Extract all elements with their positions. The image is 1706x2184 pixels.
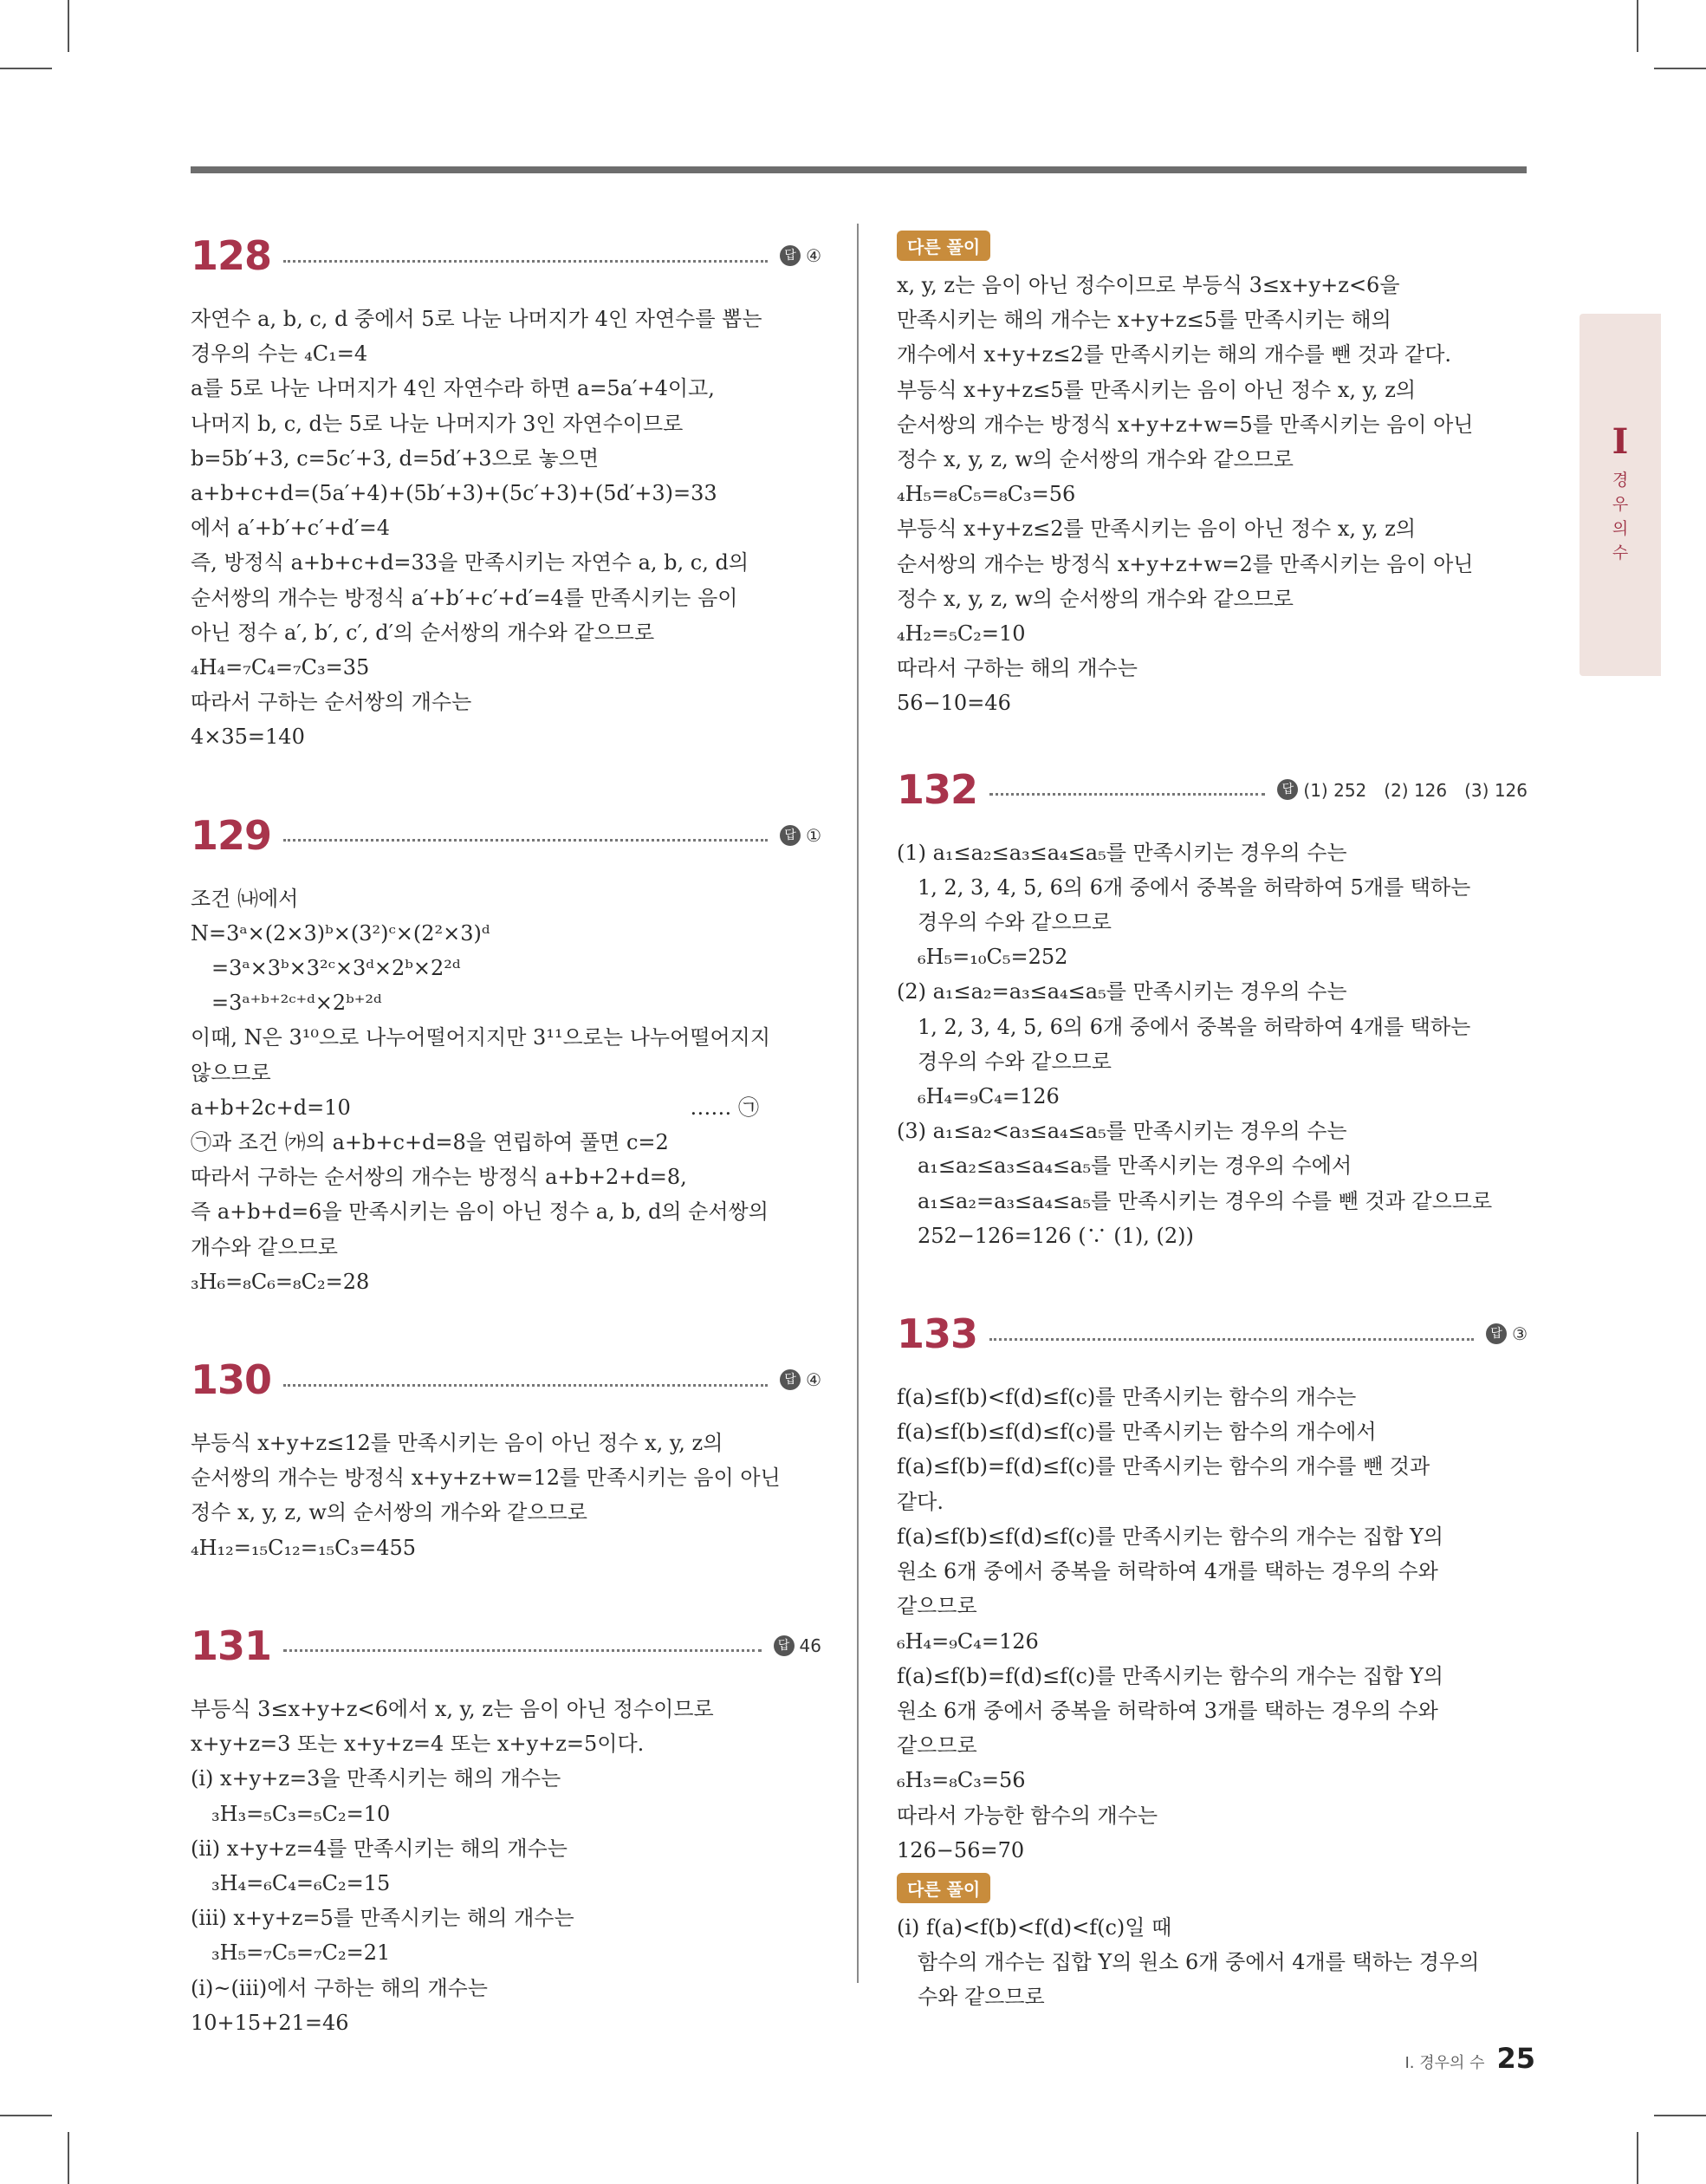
solution-line: f(a)≤f(b)≤f(d)≤f(c)를 만족시키는 함수의 개수에서	[897, 1420, 1377, 1445]
solution-line: f(a)≤f(b)≤f(d)≤f(c)를 만족시키는 함수의 개수는 집합 Y의	[897, 1524, 1443, 1549]
leader-dots	[989, 1338, 1474, 1341]
problem-128	[191, 225, 821, 755]
solution-line: 조건 ㈏에서	[191, 886, 299, 911]
solution-line: ₄H₂=₅C₂=10	[897, 621, 1026, 647]
leader-dots	[989, 793, 1265, 796]
answer-mark-icon: 답	[1486, 1323, 1507, 1344]
problem-header	[191, 1349, 821, 1410]
problem-129	[191, 805, 821, 1299]
chapter-vertical-title	[1580, 468, 1661, 565]
solution-line: (ⅲ) x+y+z=5를 만족시키는 해의 개수는	[191, 1906, 574, 1931]
solution-line: 56−10=46	[897, 691, 1011, 716]
solution-line: ₃H₆=₈C₆=₈C₂=28	[191, 1269, 370, 1294]
leader-dots	[283, 839, 768, 842]
solution-line: 원소 6개 중에서 중복을 허락하여 4개를 택하는 경우의 수와	[897, 1559, 1438, 1584]
solution-line: 같으므로	[897, 1594, 977, 1619]
solution-line: 부등식 x+y+z≤2를 만족시키는 음이 아닌 정수 x, y, z의	[897, 517, 1417, 542]
right-column	[897, 225, 1528, 2065]
solution-line: 순서쌍의 개수는 방정식 x+y+z+w=2를 만족시키는 음이 아닌	[897, 551, 1474, 576]
solution-line: a를 5로 나눈 나머지가 4인 자연수라 하면 a=5a′+4이고,	[191, 376, 715, 401]
crop-mark	[1654, 2115, 1706, 2116]
header-rule	[191, 166, 1527, 173]
solution-line: ₆H₃=₈C₃=56	[897, 1768, 1026, 1793]
chapter-side-tab	[1580, 314, 1661, 676]
problem-header	[191, 805, 821, 866]
answer-mark-icon: 답	[1277, 779, 1298, 800]
answer	[1277, 777, 1528, 802]
crop-mark	[1637, 2132, 1638, 2184]
solution-line: (ⅱ) x+y+z=4를 만족시키는 해의 개수는	[191, 1836, 568, 1861]
solution-line: 만족시키는 해의 개수는 x+y+z≤5를 만족시키는 해의	[897, 308, 1391, 333]
solution-line: =3ᵃ×3ᵇ×3²ᶜ×3ᵈ×2ᵇ×2²ᵈ	[191, 956, 461, 981]
solution-line: =3ᵃ⁺ᵇ⁺²ᶜ⁺ᵈ×2ᵇ⁺²ᵈ	[191, 991, 382, 1016]
leader-dots	[283, 1649, 762, 1652]
solution-line: 따라서 구하는 순서쌍의 개수는	[191, 690, 472, 715]
answer-value: ④	[806, 1369, 821, 1391]
solution-line: 252−126=126 (∵ (1), (2))	[897, 1223, 1194, 1248]
solution-line: ₄H₄=₇C₄=₇C₃=35	[191, 655, 370, 680]
solution-line: N=3ᵃ×(2×3)ᵇ×(3²)ᶜ×(2²×3)ᵈ	[191, 920, 490, 946]
answer	[780, 825, 821, 846]
alternative-solution-131	[897, 225, 1528, 721]
solution-line: 따라서 가능한 함수의 개수는	[897, 1803, 1158, 1828]
solution-line: ₃H₃=₅C₃=₅C₂=10	[191, 1801, 391, 1826]
solution-line: 개수에서 x+y+z≤2를 만족시키는 해의 개수를 뺀 것과 같다.	[897, 342, 1452, 367]
solution-line: 정수 x, y, z, w의 순서쌍의 개수와 같으므로	[897, 447, 1294, 472]
problem-number: 132	[897, 765, 978, 813]
answer-mark-icon: 답	[774, 1635, 795, 1656]
crop-mark	[68, 0, 69, 52]
chapter-title-char: 의	[1612, 519, 1629, 538]
alt-solution-label: 다른 풀이	[897, 231, 990, 261]
solution-line: 함수의 개수는 집합 Y의 원소 6개 중에서 4개를 택하는 경우의	[897, 1950, 1480, 1975]
solution-line: 따라서 구하는 순서쌍의 개수는 방정식 a+b+2+d=8,	[191, 1165, 687, 1190]
problem-header	[897, 1303, 1528, 1364]
solution-line: ₆H₅=₁₀C₅=252	[897, 945, 1068, 970]
solution-line: 경우의 수는 ₄C₁=4	[191, 341, 368, 367]
alt-solution-label: 다른 풀이	[897, 1873, 990, 1903]
answer	[780, 1369, 821, 1390]
solution-line: (ⅰ) f(a)<f(b)<f(d)<f(c)일 때	[897, 1914, 1172, 1940]
crop-mark	[1654, 68, 1706, 69]
solution-line: 원소 6개 중에서 중복을 허락하여 3개를 택하는 경우의 수와	[897, 1698, 1438, 1723]
solution-line: 수와 같으므로	[897, 1985, 1045, 2010]
answer	[780, 245, 821, 266]
solution-line: 나머지 b, c, d는 5로 나눈 나머지가 3인 자연수이므로	[191, 411, 684, 436]
problem-header	[191, 225, 821, 286]
solution-line: 순서쌍의 개수는 방정식 x+y+z+w=5를 만족시키는 음이 아닌	[897, 412, 1474, 437]
problem-header	[191, 1615, 821, 1676]
solution-line: a₁≤a₂=a₃≤a₄≤a₅를 만족시키는 경우의 수를 뺀 것과 같으므로	[897, 1188, 1493, 1213]
solution-line: ₆H₄=₉C₄=126	[897, 1084, 1060, 1109]
problem-number: 128	[191, 232, 272, 279]
answer-mark-icon: 답	[780, 1369, 801, 1390]
solution-line: 아닌 정수 a′, b′, c′, d′의 순서쌍의 개수와 같으므로	[191, 620, 655, 645]
answer-value: ①	[806, 824, 821, 846]
solution-line: 않으므로	[191, 1060, 271, 1085]
solution-line: f(a)≤f(b)=f(d)≤f(c)를 만족시키는 함수의 개수를 뺀 것과	[897, 1454, 1430, 1479]
solution-line: 즉 a+b+d=6을 만족시키는 음이 아닌 정수 a, b, d의 순서쌍의	[191, 1199, 769, 1225]
answer-mark-icon: 답	[780, 245, 801, 266]
solution-line: x, y, z는 음이 아닌 정수이므로 부등식 3≤x+y+z<6을	[897, 273, 1400, 297]
column-divider	[857, 224, 859, 1983]
problem-header	[897, 759, 1528, 820]
chapter-title-char: 경	[1612, 471, 1629, 490]
crop-mark	[1637, 0, 1638, 52]
solution-line: a+b+c+d=(5a′+4)+(5b′+3)+(5c′+3)+(5d′+3)=33	[191, 481, 717, 506]
solution-line: ₄H₅=₈C₅=₈C₃=56	[897, 482, 1076, 507]
solution-line: a₁≤a₂≤a₃≤a₄≤a₅를 만족시키는 경우의 수에서	[897, 1154, 1352, 1179]
solution-line: 같으므로	[897, 1733, 977, 1758]
solution-line: a+b+2c+d=10 …… ㉠	[191, 1095, 759, 1120]
solution-line: 자연수 a, b, c, d 중에서 5로 나눈 나머지가 4인 자연수를 뽑는	[191, 307, 762, 331]
solution-line: 10+15+21=46	[191, 2010, 349, 2035]
crop-mark	[68, 2132, 69, 2184]
solution-line: ₃H₄=₆C₄=₆C₂=15	[191, 1870, 391, 1895]
solution-line: b=5b′+3, c=5c′+3, d=5d′+3으로 놓으면	[191, 445, 600, 471]
problem-number: 130	[191, 1356, 272, 1404]
crop-mark	[0, 2115, 52, 2116]
solution-line: ㉠과 조건 ㈎의 a+b+c+d=8을 연립하여 풀면 c=2	[191, 1130, 669, 1155]
solution-line: 경우의 수와 같으므로	[897, 1049, 1112, 1074]
solution-line: 따라서 구하는 해의 개수는	[897, 656, 1138, 681]
solution-line: 같다.	[897, 1489, 944, 1514]
solution-line: (1) a₁≤a₂≤a₃≤a₄≤a₅를 만족시키는 경우의 수는	[897, 840, 1347, 865]
solution-line: (2) a₁≤a₂=a₃≤a₄≤a₅를 만족시키는 경우의 수는	[897, 979, 1347, 1004]
page-footer	[1404, 2042, 1535, 2075]
solution-line: f(a)≤f(b)<f(d)≤f(c)를 만족시키는 함수의 개수는	[897, 1385, 1357, 1410]
solution-line: 개수와 같으므로	[191, 1234, 338, 1259]
answer-value: ③	[1512, 1323, 1528, 1345]
solution-line: 정수 x, y, z, w의 순서쌍의 개수와 같으므로	[897, 586, 1294, 611]
problem-number: 133	[897, 1310, 978, 1358]
solution-line: 126−56=70	[897, 1837, 1025, 1862]
solution-line: 부등식 3≤x+y+z<6에서 x, y, z는 음이 아닌 정수이므로	[191, 1696, 714, 1721]
solution-line: 4×35=140	[191, 725, 305, 750]
answer-value: ④	[806, 245, 821, 266]
solution-line: 에서 a′+b′+c′+d′=4	[191, 516, 390, 541]
answer	[774, 1635, 821, 1656]
solution-line: ₃H₅=₇C₅=₇C₂=21	[191, 1940, 391, 1966]
answer-mark-icon: 답	[780, 825, 801, 846]
solution-line: f(a)≤f(b)=f(d)≤f(c)를 만족시키는 함수의 개수는 집합 Y의	[897, 1663, 1443, 1688]
solution-line: 이때, N은 3¹⁰으로 나누어떨어지지만 3¹¹으로는 나누어떨어지지	[191, 1025, 771, 1050]
answer-value: (1) 252 (2) 126 (3) 126	[1303, 780, 1528, 802]
leader-dots	[283, 260, 768, 263]
solution-line: x+y+z=3 또는 x+y+z=4 또는 x+y+z=5이다.	[191, 1732, 645, 1757]
problem-133	[897, 1303, 1528, 2014]
chapter-title-char: 수	[1612, 543, 1629, 562]
answer	[1486, 1323, 1528, 1344]
leader-dots	[283, 1384, 768, 1387]
problem-131	[191, 1615, 821, 2040]
problem-number: 129	[191, 811, 272, 859]
problem-130	[191, 1349, 821, 1565]
crop-mark	[0, 68, 52, 69]
solution-line: 순서쌍의 개수는 방정식 a′+b′+c′+d′=4를 만족시키는 음이	[191, 585, 738, 610]
solution-line: 경우의 수와 같으므로	[897, 910, 1112, 935]
solution-line: (3) a₁≤a₂<a₃≤a₄≤a₅를 만족시키는 경우의 수는	[897, 1119, 1347, 1144]
chapter-title-char: 우	[1612, 495, 1629, 514]
problem-132	[897, 759, 1528, 1253]
solution-line: ₆H₄=₉C₄=126	[897, 1628, 1039, 1654]
solution-line: 즉, 방정식 a+b+c+d=33을 만족시키는 자연수 a, b, c, d의	[191, 550, 749, 575]
solution-line: (ⅰ)~(ⅲ)에서 구하는 해의 개수는	[191, 1975, 488, 2000]
solution-line: 1, 2, 3, 4, 5, 6의 6개 중에서 중복을 허락하여 5개를 택하는	[897, 874, 1471, 900]
solution-line: ₄H₁₂=₁₅C₁₂=₁₅C₃=455	[191, 1535, 417, 1560]
solution-line: 부등식 x+y+z≤5를 만족시키는 음이 아닌 정수 x, y, z의	[897, 377, 1417, 402]
solution-line: 1, 2, 3, 4, 5, 6의 6개 중에서 중복을 허락하여 4개를 택하는	[897, 1014, 1471, 1039]
page-number: 25	[1496, 2042, 1535, 2075]
problem-number: 131	[191, 1622, 272, 1669]
left-column	[191, 225, 821, 2090]
chapter-roman-numeral: I	[1612, 421, 1629, 462]
solution-line: 부등식 x+y+z≤12를 만족시키는 음이 아닌 정수 x, y, z의	[191, 1431, 723, 1456]
solution-line: (ⅰ) x+y+z=3을 만족시키는 해의 개수는	[191, 1766, 561, 1791]
solution-line: 정수 x, y, z, w의 순서쌍의 개수와 같으므로	[191, 1500, 587, 1525]
footer-chapter: I. 경우의 수	[1404, 2054, 1485, 2072]
answer-value: 46	[799, 1635, 821, 1656]
solution-line: 순서쌍의 개수는 방정식 x+y+z+w=12를 만족시키는 음이 아닌	[191, 1466, 781, 1491]
